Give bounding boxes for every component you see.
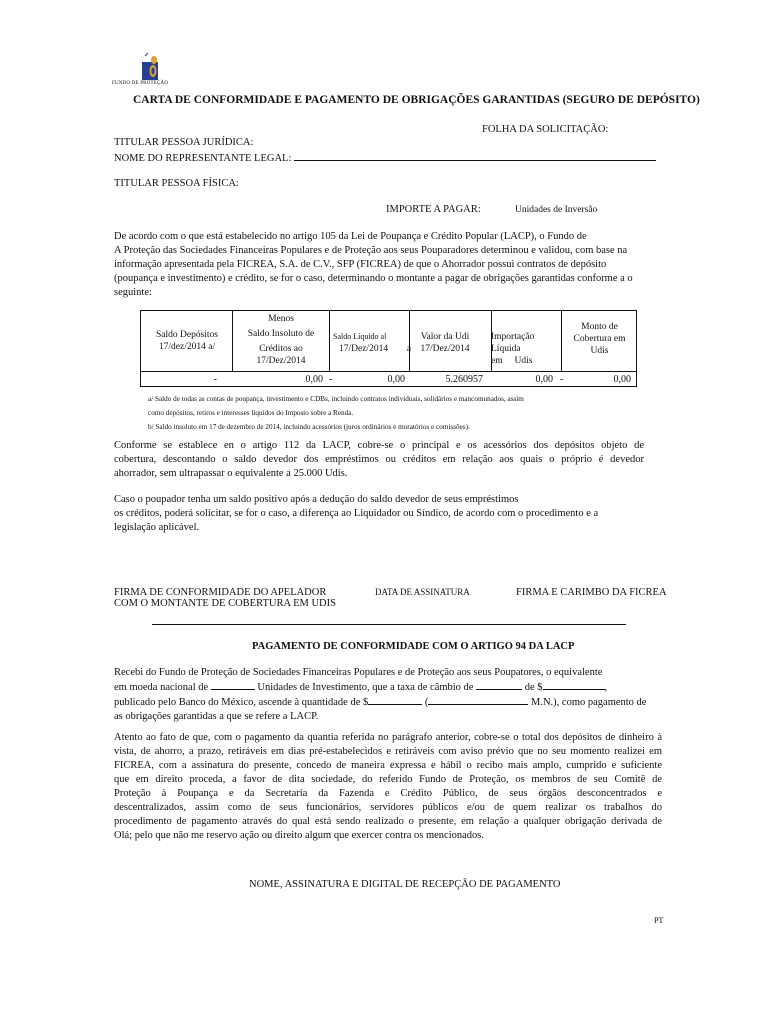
intro-line: A Proteção das Sociedades Financeiras Populares e de Proteção aos seus Pouparadores determinou e validou, com base na bbox=[114, 245, 628, 256]
coverage-table bbox=[140, 310, 637, 387]
folha-solicitacao-label: FOLHA DA SOLICITAÇÃO: bbox=[482, 124, 609, 135]
paragraph-text: publicado pelo Banco do México, ascende à quantidade de $ bbox=[114, 697, 369, 708]
paragraph-line: procedimento de pagamento através do qual está sendo realizado o presente, em relação a qualquer obrigação derivada de bbox=[114, 816, 662, 827]
header-line: Saldo Líquido al bbox=[333, 332, 387, 341]
paragraph-line: cobertura, descontando o saldo devedor dos empréstimos ou créditos em relação aos quais o próprio é devedor bbox=[114, 454, 644, 465]
signature-apelador-label bbox=[114, 587, 336, 609]
exchange-value-blank-field[interactable] bbox=[543, 680, 605, 690]
representante-legal-line bbox=[294, 151, 656, 161]
signature-apelador-line1: FIRMA DE CONFORMIDADE DO APELADOR bbox=[114, 587, 327, 598]
intro-paragraph bbox=[114, 230, 674, 300]
header-monto-cobertura bbox=[562, 321, 637, 357]
quantity-words-blank-field[interactable] bbox=[428, 695, 528, 705]
footnote-line: como depósitos, retiros e interesses líquidos do Imposto sobre a Renda. bbox=[148, 409, 354, 417]
titular-juridica-label: TITULAR PESSOA JURÍDICA: bbox=[114, 137, 254, 148]
value-saldo-insoluto: 0,00 bbox=[305, 374, 323, 385]
header-line: Udis bbox=[590, 346, 609, 356]
paragraph-line: descentralizados, assim como de seus funcionários, servidores públicos e/ou de quem realizar os trabalhos do bbox=[114, 802, 662, 813]
table-header-divider bbox=[141, 371, 636, 372]
value-sign: - bbox=[329, 374, 333, 385]
paragraph-text: ( bbox=[424, 697, 429, 708]
header-line: 17/Dez/2014 bbox=[256, 356, 306, 366]
paragraph-text: , bbox=[604, 682, 608, 693]
receipt-signature-label: NOME, ASSINATURA E DIGITAL DE RECEPÇÃO DE PAGAMENTO bbox=[249, 879, 561, 890]
header-line: Saldo Insoluto de bbox=[247, 329, 315, 339]
header-line: Créditos ao bbox=[259, 344, 303, 354]
table-footnotes bbox=[148, 392, 524, 434]
release-paragraph bbox=[114, 731, 662, 843]
header-line: em Udis bbox=[491, 356, 533, 366]
value-importacao-liquida: 0,00 bbox=[535, 374, 553, 385]
signature-apelador-line2: COM O MONTANTE DE COBERTURA EM UDIS bbox=[114, 598, 336, 609]
header-line: Monto de bbox=[581, 322, 618, 332]
document-title: CARTA DE CONFORMIDADE E PAGAMENTO DE OBRIGAÇÕES GARANTIDAS (SEGURO DE DEPÓSITO) bbox=[133, 94, 700, 106]
paragraph-line: os créditos, poderá solicitar, se for o caso, a diferença ao Liquidador ou Síndico, de acordo com o procedimento e a bbox=[114, 508, 599, 519]
paragraph-line: que em direito proceda, a favor de dita sociedade, do referido Fundo de Proteção, os membros de seu Comitê de bbox=[114, 774, 662, 785]
intro-line: (poupança e investimento) e crédito, se for o caso, determinando o montante a pagar de obrigações garantidas conforme a o bbox=[114, 273, 633, 284]
paragraph-text: Unidades de Investimento, que a taxa de câmbio de bbox=[257, 682, 474, 693]
header-line: 17/dez/2014 a/ bbox=[158, 342, 216, 352]
paragraph-text: M.N.), como pagamento de bbox=[531, 697, 647, 708]
language-code-label: PT bbox=[654, 916, 664, 925]
payment-paragraph[interactable] bbox=[114, 666, 662, 724]
exchange-rate-blank-field[interactable] bbox=[476, 680, 522, 690]
signature-ficrea-label: FIRMA E CARIMBO DA FICREA bbox=[516, 587, 667, 598]
paragraph-line: Recebi do Fundo de Proteção de Sociedades Financeiras Populares e de Proteção aos seus Poupatores, o equivalente bbox=[114, 667, 603, 678]
header-line: 17/Dez/2014 bbox=[339, 344, 389, 354]
logo-caption: FUNDO DE PROTEÇÃO bbox=[112, 81, 169, 86]
paragraph-line: Caso o poupador tenha um saldo positivo após a dedução do saldo devedor de seus empréstimos bbox=[114, 494, 519, 505]
intro-line: informação apresentada pela FICREA, S.A. de C.V., SFP (FICREA) de que o Ahorrador possui contratos de depósito bbox=[114, 259, 607, 270]
header-line: Valor da Udi bbox=[420, 332, 470, 342]
value-saldo-liquido: 0,00 bbox=[387, 374, 405, 385]
header-a-marker: a bbox=[406, 344, 412, 354]
intro-line: seguinte: bbox=[114, 287, 152, 298]
paragraph-line: FICREA, com a assinatura do presente, concedo de maneira expressa e hábil o recibo mais amplo, cumprido e suficiente bbox=[114, 760, 662, 771]
value-sign: - bbox=[560, 374, 564, 385]
coverage-paragraph bbox=[114, 439, 644, 481]
header-line: Importação Líquida bbox=[491, 332, 535, 354]
balance-paragraph bbox=[114, 493, 654, 535]
paragraph-line: as obrigações garantidas a que se refere a LACP. bbox=[114, 711, 319, 722]
footnote-line: a/ Saldo de todas as contas de poupança, investimento e CDBs, incluindo contratos individuais, solidários e mancomunados, assim bbox=[148, 395, 524, 403]
header-saldo-insoluto bbox=[233, 313, 329, 367]
paragraph-line: Olá; pelo que não me reservo ação ou direito algum que exercer contra os mencionados. bbox=[114, 830, 484, 841]
paragraph-line: Proteção à Poupança e da Secretaria da Fazenda e Crédito Público, de seus órgãos desconcentrados e bbox=[114, 788, 662, 799]
header-saldo-depositos bbox=[143, 329, 231, 353]
paragraph-line: vista, de ahorro, a prazo, retiráveis em dias pré-estabelecidos e retiráveis com aviso prévio que no seu momento realizei em bbox=[114, 746, 662, 757]
section2-title: PAGAMENTO DE CONFORMIDADE COM O ARTIGO 94 DA LACP bbox=[252, 641, 575, 652]
value-valor-udi: 5.260957 bbox=[445, 374, 483, 385]
separator-line bbox=[152, 624, 626, 625]
paragraph-text: de $ bbox=[524, 682, 543, 693]
representante-legal-field[interactable] bbox=[114, 151, 656, 164]
paragraph-line: Conforme se establece en o artigo 112 da LACP, cobre-se o principal e os acessórios dos depósitos objeto de bbox=[114, 440, 644, 451]
header-line: Menos bbox=[268, 314, 294, 324]
table-divider bbox=[329, 311, 330, 372]
header-line: 17/Dez/2014 bbox=[420, 344, 470, 354]
paragraph-line: ahorrador, sem ultrapassar o equivalente a 25.000 Udis. bbox=[114, 468, 348, 479]
signature-date-label: DATA DE ASSINATURA bbox=[375, 587, 470, 597]
header-valor-udi bbox=[397, 331, 493, 355]
paragraph-line: legislação aplicável. bbox=[114, 522, 200, 533]
header-line: Cobertura em bbox=[573, 334, 626, 344]
header-line: Saldo Depósitos bbox=[155, 330, 218, 340]
titular-fisica-label: TITULAR PESSOA FÍSICA: bbox=[114, 178, 239, 189]
header-importacao-liquida bbox=[491, 331, 561, 367]
value-saldo-depositos: - bbox=[213, 374, 217, 385]
amount-blank-field[interactable] bbox=[211, 680, 255, 690]
representante-legal-label: NOME DO REPRESENTANTE LEGAL: bbox=[114, 153, 294, 164]
paragraph-line: Atento ao fato de que, com o pagamento da quantia referida no parágrafo anterior, cobre-se o total dos depósitos de dinheiro à bbox=[114, 732, 662, 743]
unidades-label: Unidades de Inversão bbox=[515, 205, 598, 215]
importe-label: IMPORTE A PAGAR: bbox=[386, 204, 481, 215]
footnote-line: b/ Saldo insoluto em 17 de dezembro de 2014, incluindo acessórios (juros ordinários e moratórios e comissões). bbox=[148, 423, 470, 431]
fund-logo bbox=[112, 50, 168, 92]
intro-line: De acordo com o que está estabelecido no artigo 105 da Lei de Poupança e Crédito Popular (LACP), o Fundo de bbox=[114, 231, 587, 242]
quantity-blank-field[interactable] bbox=[368, 695, 422, 705]
paragraph-text: em moeda nacional de bbox=[114, 682, 209, 693]
value-monto-cobertura: 0,00 bbox=[613, 374, 631, 385]
